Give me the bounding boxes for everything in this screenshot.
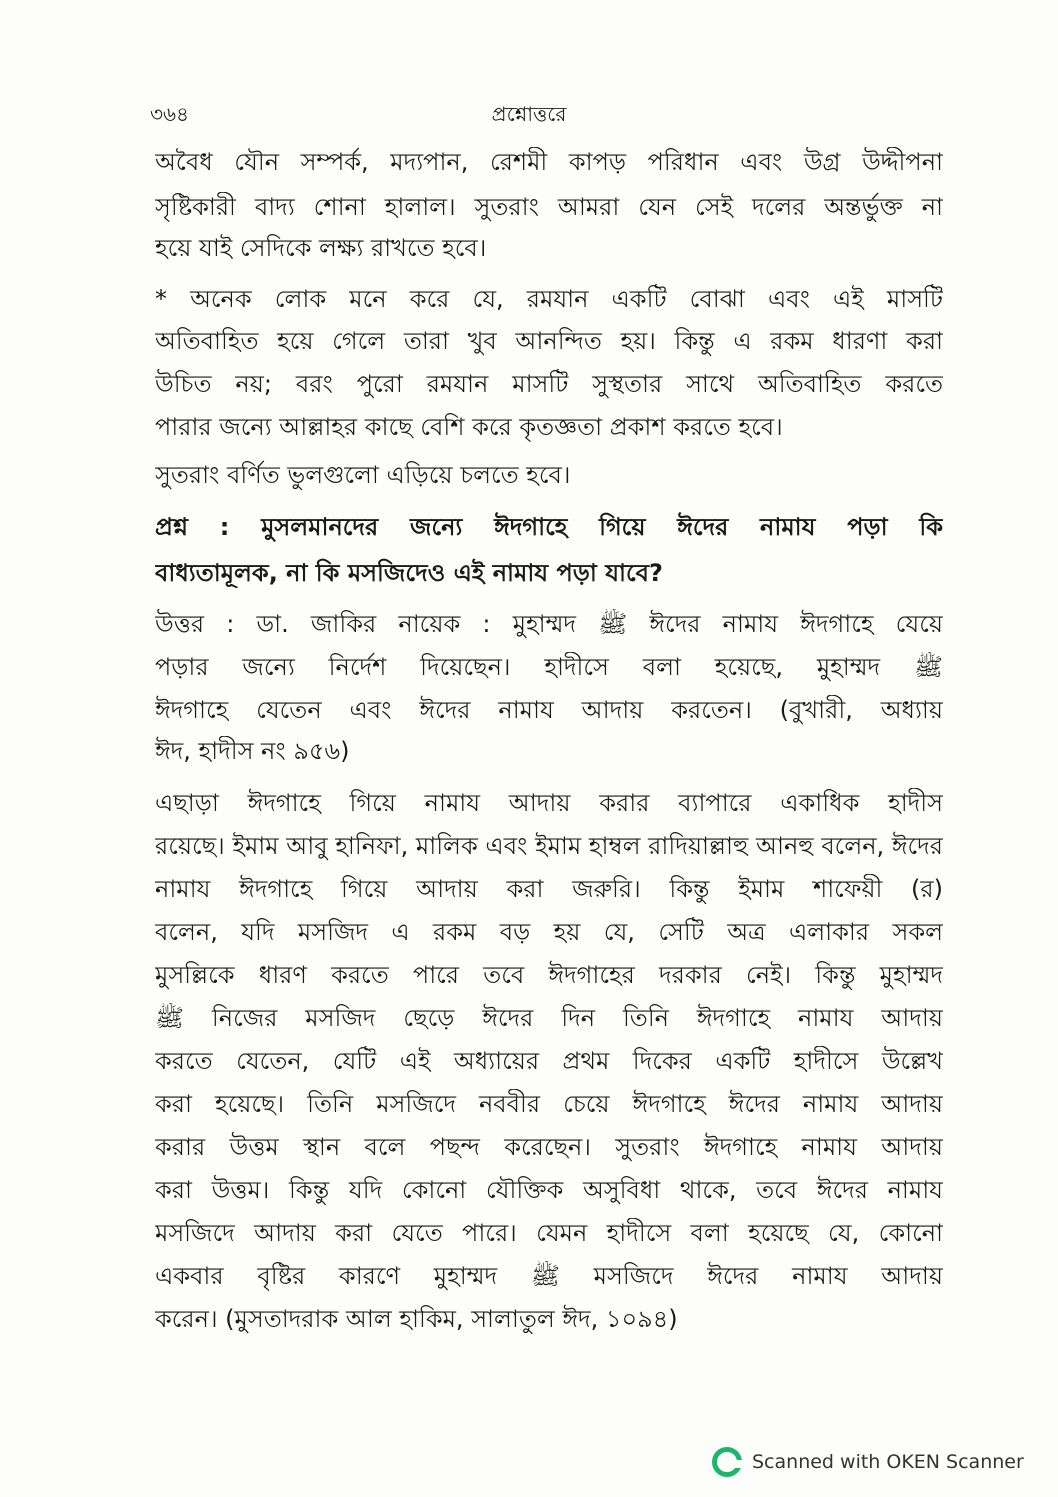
text-line: অবৈধ যৌন সম্পর্ক, মদ্যপান, রেশমী কাপড় পরিধান এবং উগ্র উদ্দীপনা	[155, 148, 943, 176]
text-line: সুতরাং বর্ণিত ভুলগুলো এড়িয়ে চলতে হবে।	[155, 461, 571, 489]
text-line: সৃষ্টিকারী বাদ্য শোনা হালাল। সুতরাং আমরা যেন সেই দলের অন্তর্ভুক্ত না	[155, 193, 943, 221]
text-line: একবার বৃষ্টির কারণে মুহাম্মদ ﷺ মসজিদে ঈদের নামায আদায়	[155, 1262, 943, 1290]
text-line: করা হয়েছে। তিনি মসজিদে নববীর চেয়ে ঈদগাহে ঈদের নামায আদায়	[155, 1090, 943, 1118]
text-line: করার উত্তম স্থান বলে পছন্দ করেছেন। সুতরাং ঈদগাহে নামায আদায়	[155, 1133, 943, 1161]
text-line: পারার জন্যে আল্লাহর কাছে বেশি করে কৃতজ্ঞতা প্রকাশ করতে হবে।	[155, 413, 783, 441]
question-line: বাধ্যতামূলক, না কি মসজিদেও এই নামায পড়া যাবে?	[155, 559, 663, 587]
text-line: করেন। (মুসতাদরাক আল হাকিম, সালাতুল ঈদ, ১০৯৪)	[155, 1305, 678, 1333]
running-title: প্রশ্নোত্তরে	[491, 102, 567, 126]
answer-line: উত্তর : ডা. জাকির নায়েক : মুহাম্মদ ﷺ ঈদের নামায ঈদগাহে যেয়ে	[155, 610, 943, 638]
page-number: ৩৬৪	[150, 102, 189, 126]
text-line: অতিবাহিত হয়ে গেলে তারা খুব আনন্দিত হয়। কিন্তু এ রকম ধারণা করা	[155, 327, 943, 355]
scanner-label: Scanned with OKEN Scanner	[752, 1451, 1024, 1473]
oken-logo-icon	[712, 1447, 742, 1477]
text-line: মসজিদে আদায় করা যেতে পারে। যেমন হাদীসে বলা হয়েছে যে, কোনো	[155, 1219, 943, 1247]
text-line: রয়েছে। ইমাম আবু হানিফা, মালিক এবং ইমাম হাম্বল রাদিয়াল্লাহু আনহু বলেন, ঈদের	[155, 832, 943, 860]
text-line: উচিত নয়; বরং পুরো রমযান মাসটি সুস্থতার সাথে অতিবাহিত করতে	[155, 370, 943, 398]
question-line: প্রশ্ন : মুসলমানদের জন্যে ঈদগাহে গিয়ে ঈদের নামায পড়া কি	[155, 513, 943, 541]
text-line: করা উত্তম। কিন্তু যদি কোনো যৌক্তিক অসুবিধা থাকে, তবে ঈদের নামায	[155, 1176, 943, 1204]
text-line: এছাড়া ঈদগাহে গিয়ে নামায আদায় করার ব্যাপারে একাধিক হাদীস	[155, 789, 943, 817]
answer-line: ঈদ, হাদীস নং ৯৫৬)	[155, 737, 350, 765]
text-line: নামায ঈদগাহে গিয়ে আদায় করা জরুরি। কিন্তু ইমাম শাফেয়ী (র)	[155, 875, 943, 903]
scanner-watermark	[712, 1447, 1024, 1477]
text-line: * অনেক লোক মনে করে যে, রমযান একটি বোঝা এবং এই মাসটি	[155, 285, 943, 313]
text-line: ﷺ নিজের মসজিদ ছেড়ে ঈদের দিন তিনি ঈদগাহে নামায আদায়	[155, 1004, 943, 1032]
text-line: করতে যেতেন, যেটি এই অধ্যায়ের প্রথম দিকের একটি হাদীসে উল্লেখ	[155, 1047, 943, 1075]
text-line: মুসল্লিকে ধারণ করতে পারে তবে ঈদগাহের দরকার নেই। কিন্তু মুহাম্মদ	[155, 961, 943, 989]
text-line: বলেন, যদি মসজিদ এ রকম বড় হয় যে, সেটি অত্র এলাকার সকল	[155, 918, 943, 946]
answer-line: ঈদগাহে যেতেন এবং ঈদের নামায আদায় করতেন। (বুখারী, অধ্যায়	[155, 696, 943, 724]
text-line: হয়ে যাই সেদিকে লক্ষ্য রাখতে হবে।	[155, 234, 487, 262]
answer-line: পড়ার জন্যে নির্দেশ দিয়েছেন। হাদীসে বলা হয়েছে, মুহাম্মদ ﷺ	[155, 653, 943, 681]
